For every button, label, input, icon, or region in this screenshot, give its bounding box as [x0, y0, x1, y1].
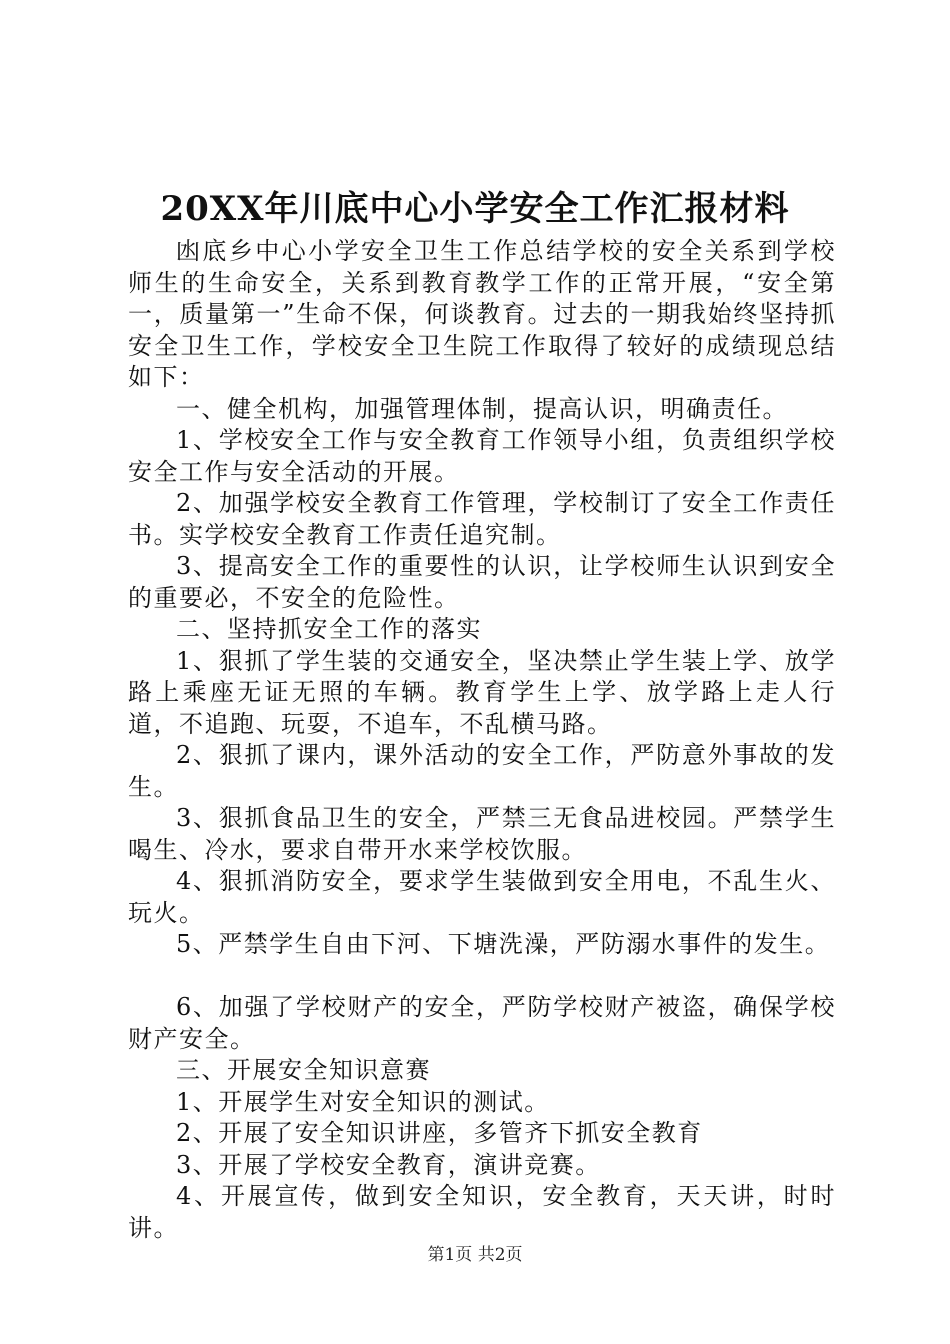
blank-line [128, 961, 836, 993]
list-item: 6、加强了学校财产的安全，严防学校财产被盗，确保学校财产安全。 [128, 993, 836, 1053]
list-item: 2、加强学校安全教育工作管理，学校制订了安全工作责任书。实学校安全教育工作责任追究制。 [128, 489, 836, 549]
list-item: 3、提高安全工作的重要性的认识，让学校师生认识到安全的重要必，不安全的危险性。 [128, 552, 836, 612]
list-item: 4、开展宣传，做到安全知识，安全教育，天天讲，时时讲。 [128, 1182, 836, 1242]
document-title: 20XX年川底中心小学安全工作汇报材料 [160, 189, 790, 229]
document-body [128, 236, 836, 1244]
section-heading-2: 二、坚持抓安全工作的落实 [176, 615, 482, 643]
list-item: 5、严禁学生自由下河、下塘洗澡，严防溺水事件的发生。 [176, 930, 831, 958]
page-number-footer: 第1页 共2页 [427, 1245, 523, 1265]
list-item: 2、狠抓了课内，课外活动的安全工作，严防意外事故的发生。 [128, 741, 836, 801]
intro-paragraph: 凼底乡中心小学安全卫生工作总结学校的安全关系到学校师生的生命安全，关系到教育教学工作的正常开展，“安全第一，质量第一”生命不保，何谈教育。过去的一期我始终坚持抓安全卫生工作，学校安全卫生院工作取得了较好的成绩现总结如下： [128, 237, 836, 391]
list-item: 1、开展学生对安全知识的测试。 [176, 1087, 550, 1116]
list-item: 1、狠抓了学生装的交通安全，坚决禁止学生装上学、放学路上乘座无证无照的车辆。教育学生上学、放学路上走人行道，不追跑、玩耍，不追车，不乱横马路。 [128, 646, 836, 738]
list-item: 3、开展了学校安全教育，演讲竞赛。 [176, 1150, 601, 1179]
section-heading-1: 一、健全机构，加强管理体制，提高认识，明确责任。 [176, 394, 788, 423]
list-item: 1、学校安全工作与安全教育工作领导小组，负责组织学校安全工作与安全活动的开展。 [128, 426, 836, 486]
list-item: 4、狠抓消防安全，要求学生装做到安全用电，不乱生火、玩火。 [128, 867, 836, 927]
list-item: 3、狠抓食品卫生的安全，严禁三无食品进校园。严禁学生喝生、冷水，要求自带开水来学校饮服。 [128, 804, 836, 864]
section-heading-3: 三、开展安全知识意赛 [176, 1056, 431, 1084]
list-item: 2、开展了安全知识讲座，多管齐下抓安全教育 [176, 1119, 703, 1147]
